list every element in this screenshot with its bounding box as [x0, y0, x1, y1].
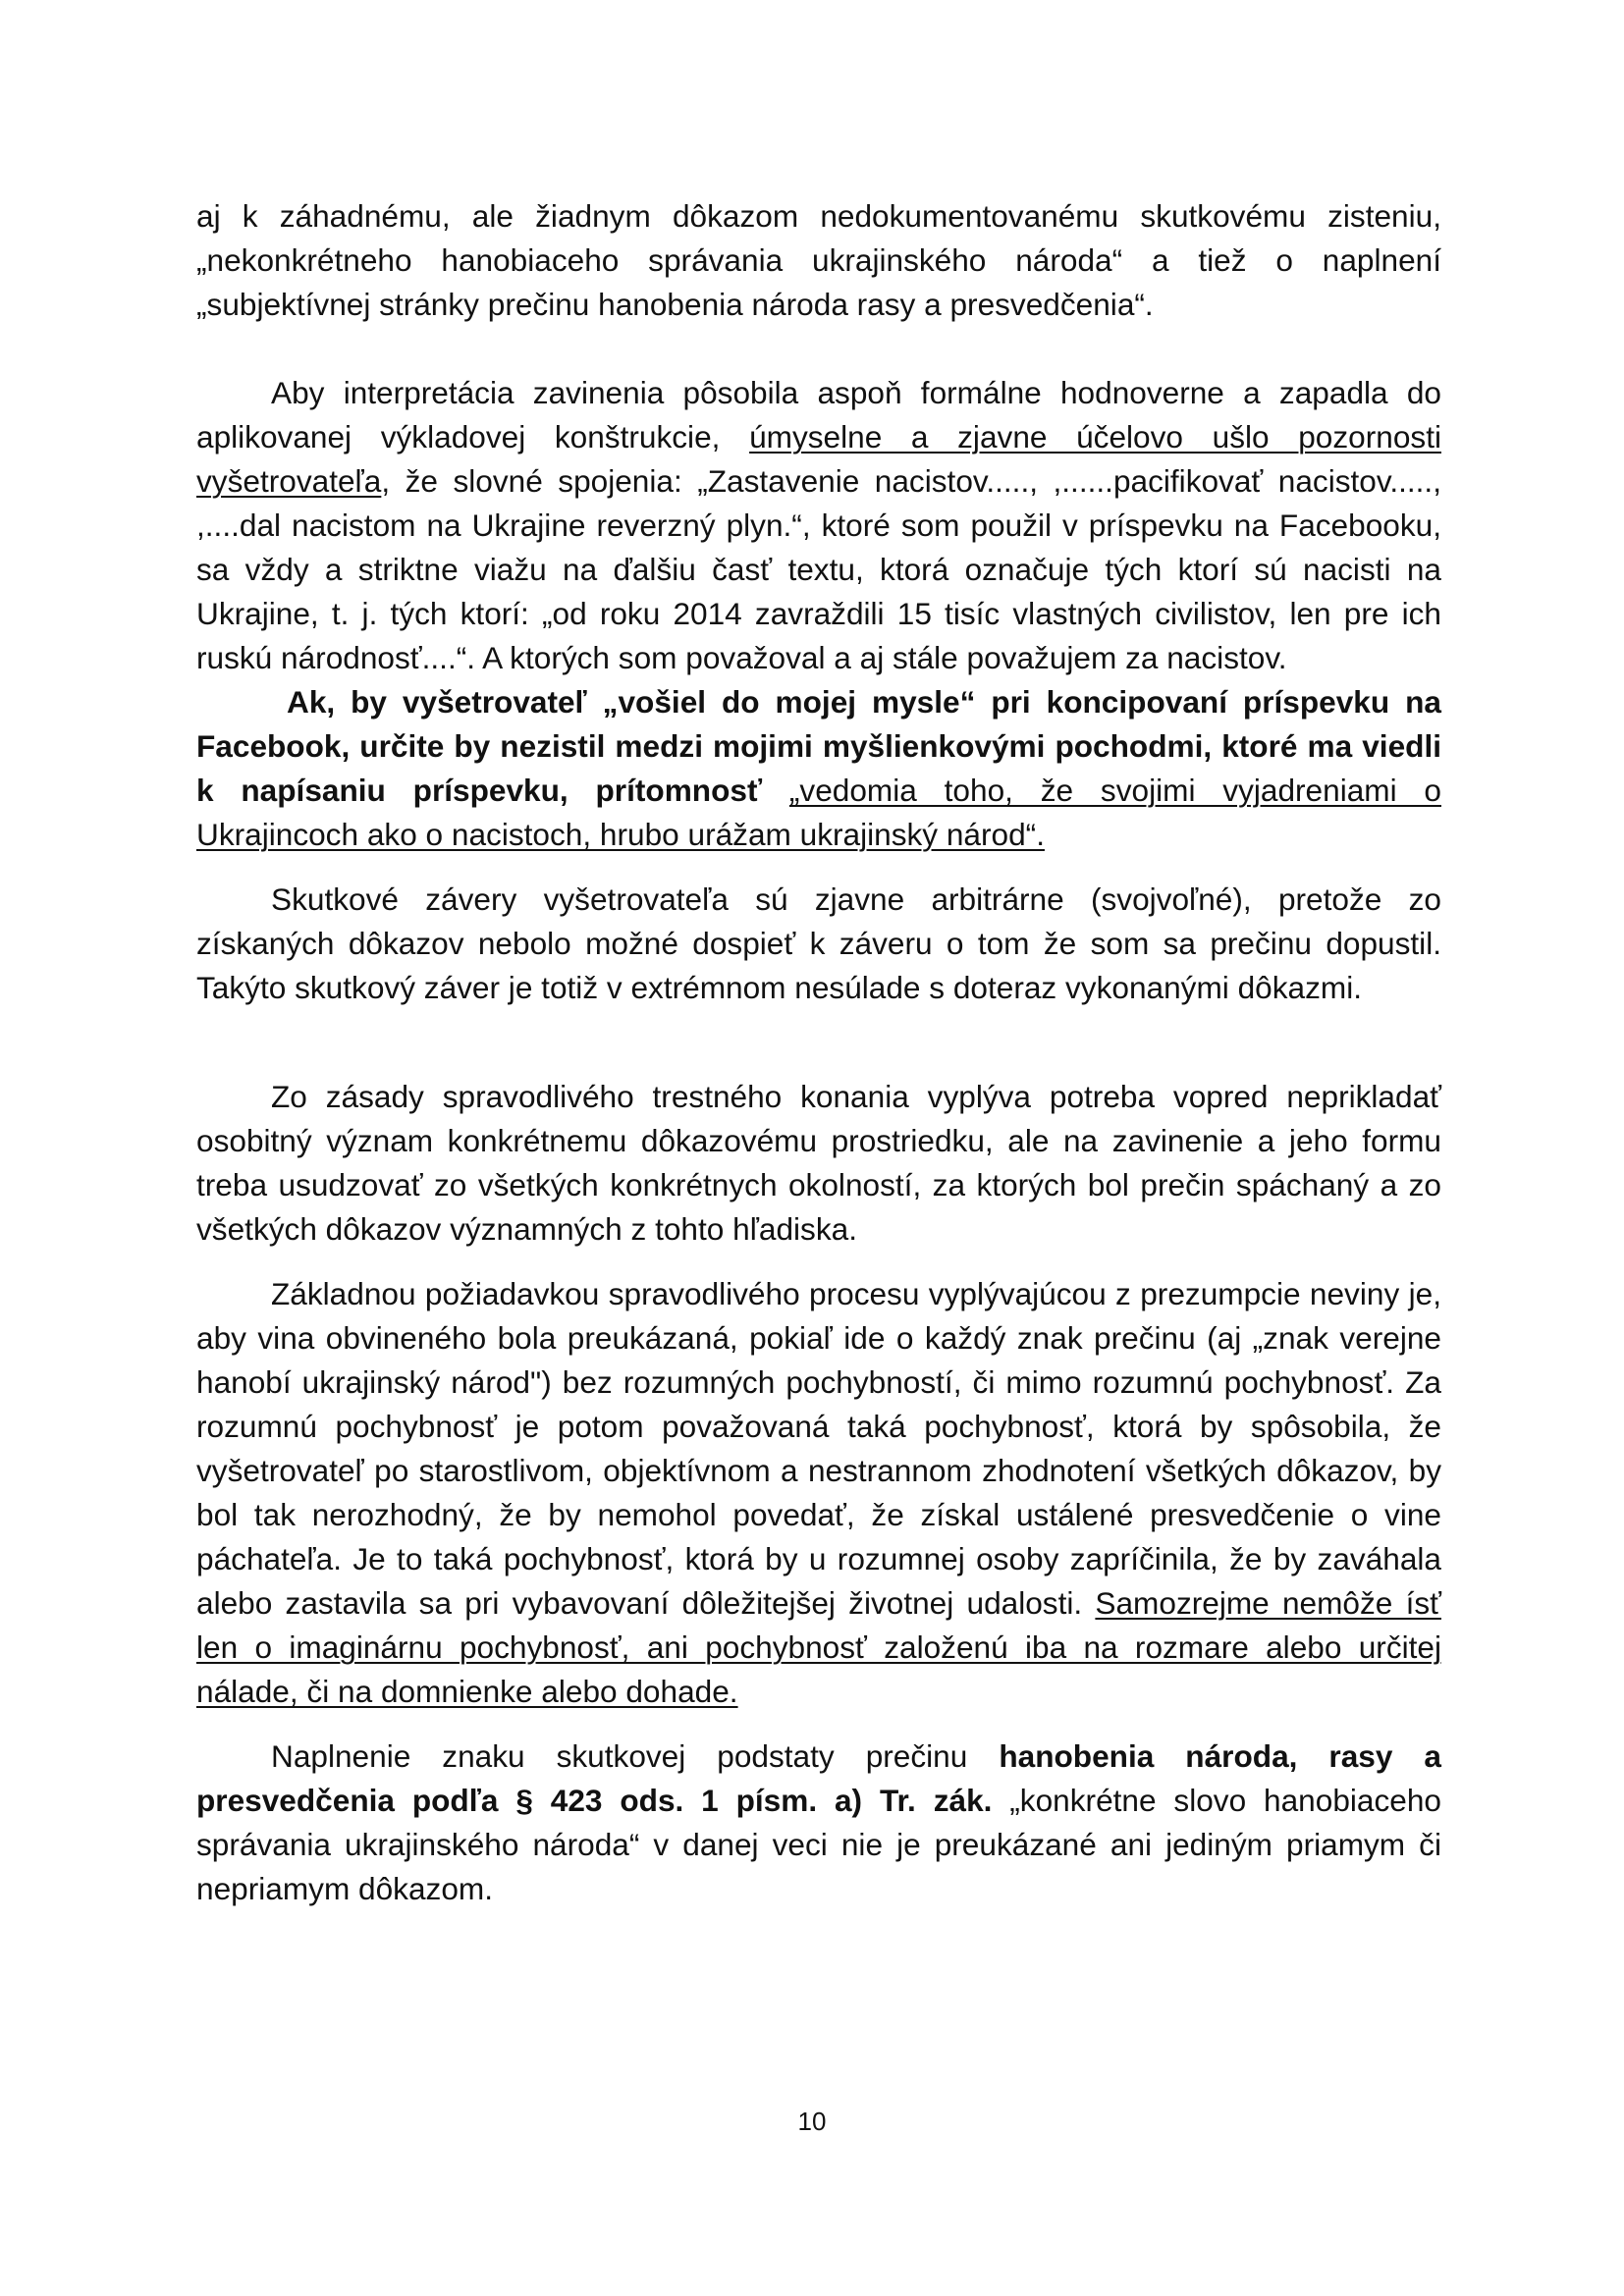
paragraph-7-text-c: „konkrétne slovo hanobiaceho správania ukrajinského národa“ v danej veci nie je preukázané ani jediným priamym či nepriamym dôkazom.	[196, 1783, 1441, 1906]
paragraph-7-text-a: Naplnenie znaku skutkovej podstaty prečinu	[271, 1738, 1000, 1774]
paragraph-4: Skutkové závery vyšetrovateľa sú zjavne arbitrárne (svojvoľné), pretože zo získaných dôkazov nebolo možné dospieť k záveru o tom že som sa prečinu dopustil. Takýto skutkový záver je totiž v extrémnom nesúlade s doteraz vykonanými dôkazmi.	[196, 881, 1441, 1005]
document-body	[196, 194, 1441, 1911]
paragraph-2-text-a: Aby interpretácia zavinenia pôsobila aspoň formálne hodnoverne a zapadla do aplikovanej výkladovej konštrukcie,	[196, 375, 1441, 454]
paragraph-6-text: Základnou požiadavkou spravodlivého procesu vyplývajúcou z prezumpcie neviny je, aby vina obvineného bola preukázaná, pokiaľ ide o každý znak prečinu (aj „znak verejne hanobí ukrajinský národ") bez rozumných pochybností, či mimo rozumnú pochybnosť. Za rozumnú pochybnosť je potom považovaná taká pochybnosť, ktorá by spôsobila, že vyšetrovateľ po starostlivom, objektívnom a nestrannom zhodnotení všetkých dôkazov, by bol tak nerozhodný, že by nemohol povedať, že získal ustálené presvedčenie o vine páchateľa. Je to taká pochybnosť, ktorá by u rozumnej osoby zapríčinila, že by zaváhala alebo zastavila sa pri vybavovaní dôležitejšej životnej udalosti.	[196, 1276, 1441, 1621]
paragraph-1: aj k záhadnému, ale žiadnym dôkazom nedokumentovanému skutkovému zisteniu, „nekonkrétneho hanobiaceho správania ukrajinského národa“ a tiež o naplnení „subjektívnej stránky prečinu hanobenia národa rasy a presvedčenia“.	[196, 198, 1441, 322]
paragraph-7	[196, 1735, 1441, 1911]
paragraph-3-underlined: „vedomia toho, že svojimi vyjadreniami o Ukrajincoch ako o nacistoch, hrubo urážam ukrajinský národ“.	[196, 773, 1441, 852]
paragraph-6-underlined: Samozrejme nemôže ísť len o imaginárnu pochybnosť, ani pochybnosť založenú iba na rozmare alebo určitej nálade, či na domnienke alebo dohade.	[196, 1585, 1441, 1709]
paragraph-6	[196, 1272, 1441, 1714]
paragraph-3-bold: Ak, by vyšetrovateľ „vošiel do mojej mysle“ pri koncipovaní príspevku na Facebook, určite by nezistil medzi mojimi myšlienkovými pochodmi, ktoré ma viedli k napísaniu príspevku, prítomnosť	[196, 684, 1441, 808]
paragraph-2	[196, 371, 1441, 680]
paragraph-5: Zo zásady spravodlivého trestného konania vyplýva potreba vopred neprikladať osobitný význam konkrétnemu dôkazovému prostriedku, ale na zavinenie a jeho formu treba usudzovať zo všetkých konkrétnych okolností, za ktorých bol prečin spáchaný a zo všetkých dôkazov významných z tohto hľadiska.	[196, 1079, 1441, 1247]
paragraph-2-text-b: , že slovné spojenia: „Zastavenie nacistov....., ,......pacifikovať nacistov....., ,....dal nacistom na Ukrajine reverzný plyn.“, ktoré som použil v príspevku na Facebooku, sa vždy a striktne viažu na ďalšiu časť textu, ktorá označuje tých ktorí sú nacisti na Ukrajine, t. j. tých ktorí: „od roku 2014 zavraždili 15 tisíc vlastných civilistov, len pre ich ruskú národnosť....“. A ktorých som považoval a aj stále považujem za nacistov.	[196, 463, 1441, 675]
paragraph-7-bold: hanobenia národa, rasy a presvedčenia podľa § 423 ods. 1 písm. a) Tr. zák.	[196, 1738, 1441, 1818]
paragraph-2-underlined: úmyselne a zjavne účelovo ušlo pozornosti vyšetrovateľa	[196, 419, 1441, 499]
page-number: 10	[797, 2107, 827, 2136]
paragraph-3	[196, 680, 1441, 857]
